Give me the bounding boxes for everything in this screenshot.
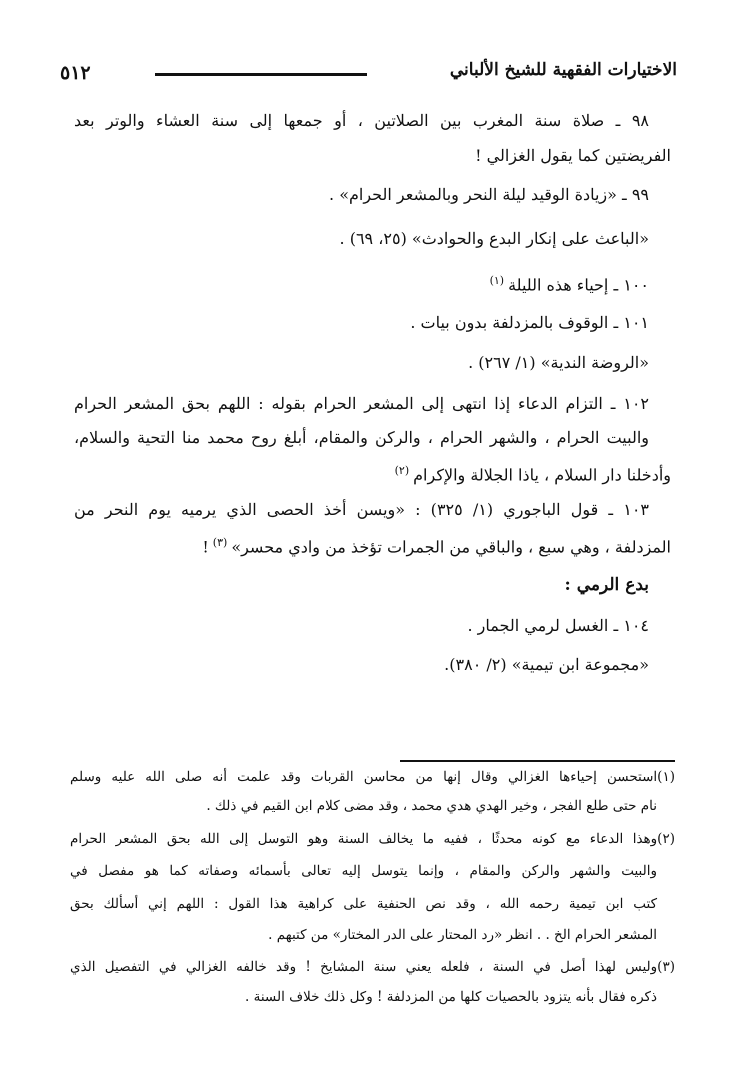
exclamation-mark: ! [202, 537, 209, 557]
running-header [60, 60, 677, 90]
item-99: ٩٩ ـ «زيادة الوقيد ليلة النحر وبالمشعر الحرام» . [329, 185, 649, 204]
page-number: ٥١٢ [60, 62, 91, 84]
header-rule [155, 73, 367, 76]
item-103-line-2 [202, 530, 671, 560]
footnote-2-line-1: (٢)وهذا الدعاء مع كونه محدثًا ، ففيه ما يخالف السنة وهو التوسل إلى الله بحق المشعر الحرام [70, 831, 675, 847]
item-101: ١٠١ ـ الوقوف بالمزدلفة بدون بيات . [410, 313, 649, 332]
footnote-ref-3: (٣) [212, 536, 228, 549]
item-104-reference: «مجموعة ابن تيمية» (٢/ ٣٨٠). [444, 655, 649, 674]
footnote-1-line-1: (١)استحسن إحياءها الغزالي وقال إنها من محاسن القربات وقد علمت أنه صلى الله عليه وسلم [70, 769, 675, 785]
item-102-line-3-text: وأدخلنا دار السلام ، ياذا الجلالة والإكرام [413, 465, 671, 485]
item-99-reference: «الباعث على إنكار البدع والحوادث» (٢٥، ٦٩) . [339, 229, 649, 248]
section-heading: بدع الرمي : [564, 575, 649, 595]
footnote-3-line-1: (٣)وليس لهذا أصل في السنة ، فلعله يعني سنة المشايخ ! وقد خالفه الغزالي في التفصيل الذي [70, 959, 675, 975]
item-101-reference: «الروضة الندية» (١/ ٢٦٧) . [468, 353, 649, 372]
item-102-line-2: والبيت الحرام ، والشهر الحرام ، والركن والمقام، أبلغ روح محمد منا التحية والسلام، [74, 428, 649, 447]
footnote-2-line-4: المشعر الحرام الخ . . انظر «رد المحتار على الدر المختار» من كتبهم . [268, 927, 657, 943]
item-100-text: ١٠٠ ـ إحياء هذه الليلة [508, 275, 649, 295]
footnote-2-line-2: والبيت والشهر والركن والمقام ، وإنما يتوسل إليه تعالى بأسمائه وصفاته كما هو مفصل في [70, 863, 657, 879]
book-title: الاختيارات الفقهية للشيخ الألباني [449, 60, 677, 80]
item-103-line-1: ١٠٣ ـ قول الباجوري (١/ ٣٢٥) : «ويسن أخذ الحصى الذي يرميه يوم النحر من [74, 500, 649, 519]
footnote-ref-1: (١) [489, 274, 505, 287]
footnote-ref-2: (٢) [394, 464, 410, 477]
footnote-1-line-2: نام حتى طلع الفجر ، وخير الهدي هدي محمد ، وقد مضى كلام ابن القيم في ذلك . [206, 798, 657, 814]
item-103-line-2-text: المزدلفة ، وهي سبع ، والباقي من الجمرات تؤخذ من وادي محسر» [231, 537, 671, 557]
item-98-line-2: الفريضتين كما يقول الغزالي ! [475, 146, 671, 165]
footnote-separator [400, 760, 675, 762]
footnote-3-line-2: ذكره فقال بأنه يتزود بالحصيات كلها من المزدلفة ! وكل ذلك خلاف السنة . [245, 989, 657, 1005]
item-100 [486, 268, 649, 298]
footnote-2-line-3: كتب ابن تيمية رحمه الله ، وقد نص الحنفية على كراهية هذا القول : اللهم إني أسألك بحق [70, 896, 657, 912]
item-102-line-3 [391, 458, 671, 488]
item-104: ١٠٤ ـ الغسل لرمي الجمار . [467, 616, 649, 635]
item-102-line-1: ١٠٢ ـ التزام الدعاء إذا انتهى إلى المشعر الحرام بقوله : اللهم بحق المشعر الحرام [74, 394, 649, 413]
item-98-line-1: ٩٨ ـ صلاة سنة المغرب بين الصلاتين ، أو جمعها إلى سنة العشاء والوتر بعد [74, 111, 649, 130]
